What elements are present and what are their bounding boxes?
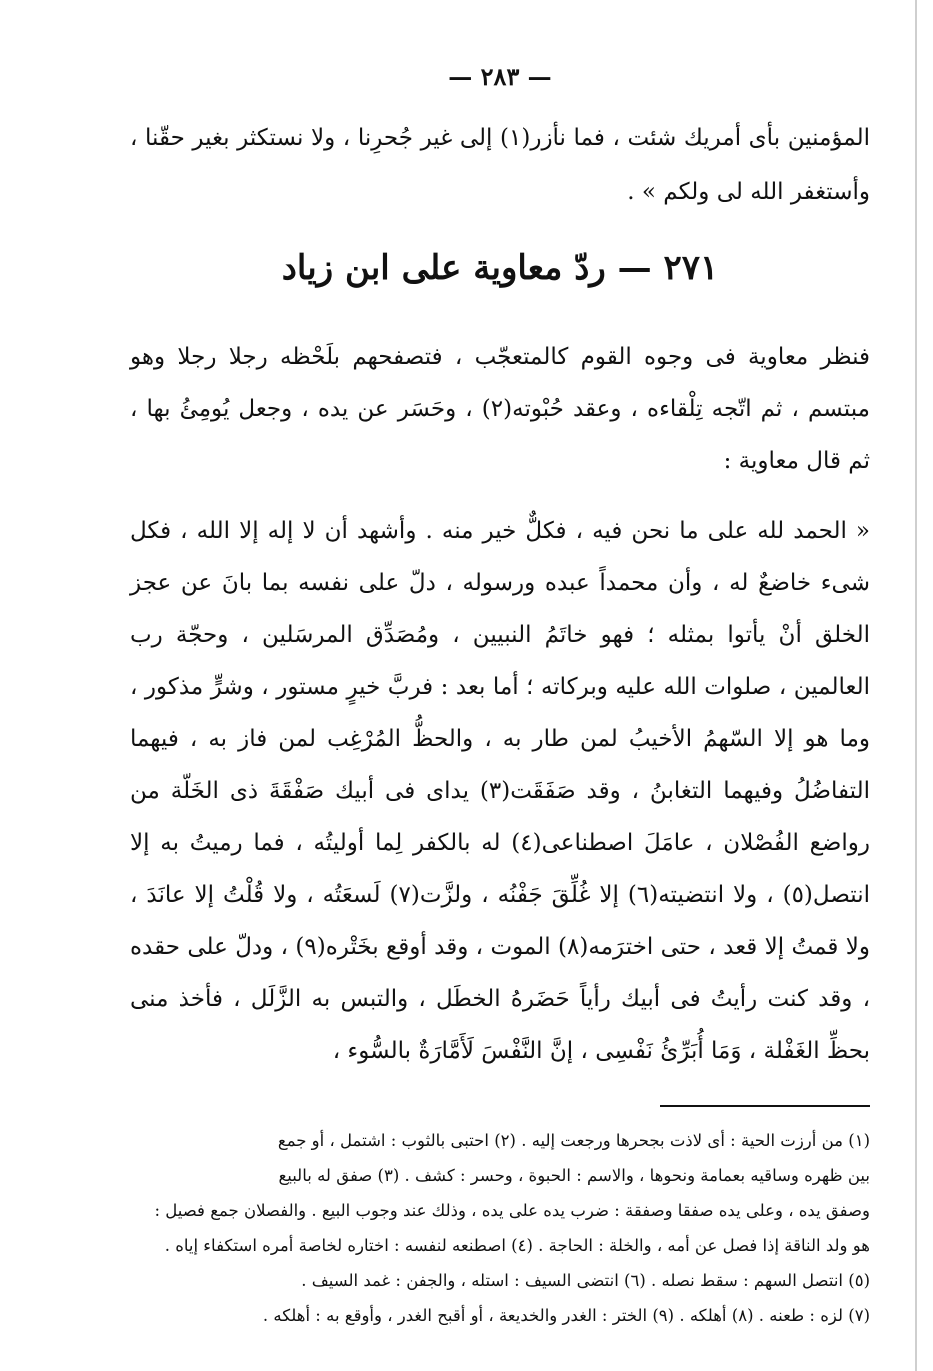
opening-paragraph: المؤمنين بأى أمريك شئت ، فما نأزر(١) إلى غير جُحرِنا ، ولا نستكثر بغير حقّنا ، وأستغفر الله لى ولكم » .: [130, 125, 870, 205]
narrative-paragraph: فنظر معاوية فى وجوه القوم كالمتعجّب ، فتصفحهم بلَحْظه رجلا رجلا وهو مبتسم ، ثم اتّجه تِلْقاءه ، وعقد حُبْوته(٢) ، وحَسَر عن يده ، وجعل يُومِئُ بها ، ثم قال معاوية :: [130, 344, 870, 474]
footnotes: [130, 1123, 870, 1333]
footnote-line: بين ظهره وساقيه بعمامة ونحوها ، والاسم : الحبوة ، وحسر : كشف . (٣) صفق له بالبيع: [278, 1166, 870, 1185]
footnote-line: هو ولد الناقة إذا فصل عن أمه ، والخلة : الحاجة . (٤) اصطنعه لنفسه : اختاره لخاصة أمره استكفاء إياه .: [164, 1236, 870, 1255]
footnote-divider: [660, 1105, 870, 1107]
page-edge: [915, 0, 917, 1371]
section-title: ٢٧١ — ردّ معاوية على ابن زياد: [281, 248, 719, 288]
footnote-line: (٧) لزه : طعنه . (٨) أهلكه . (٩) الختر : الغدر والخديعة ، أو أقبح الغدر ، وأوقع به : أهلكه .: [262, 1306, 870, 1325]
footnote-line: (٥) انتصل السهم : سقط نصله . (٦) انتضى السيف : استله ، والجفن : غمد السيف .: [301, 1271, 870, 1290]
footnote-line: (١) من أرزت الحية : أى لاذت بجحرها ورجعت إليه . (٢) احتبى بالثوب : اشتمل ، أو جمع: [277, 1131, 870, 1150]
footnote-line: وصفق يده ، وعلى يده صفقا وصفقة : ضرب يده على يده ، وذلك عند وجوب البيع . والفصلان جمع فصيل :: [154, 1201, 870, 1220]
book-page: [130, 62, 870, 1333]
page-number: — ٢٨٣ —: [448, 62, 552, 91]
speech-paragraph: « الحمد لله على ما نحن فيه ، فكلٌّ خير منه . وأشهد أن لا إله إلا الله ، فكل شىء خاضعٌ له ، وأن محمداً عبده ورسوله ، دلّ على نفسه بما بانَ عن عجز الخلق أنْ يأتوا بمثله ؛ فهو خاتَمُ النبيين ، ومُصَدِّق المرسَلين ، وحجّة رب العالمين ، صلوات الله عليه وبركاته ؛ أما بعد : فربَّ خيرٍ مستور ، وشرٍّ مذكور ، وما هو إلا السّهمُ الأخيبُ لمن طار به ، والحظُّ المُرْغِب لمن فاز به ، فيهما التفاضُلُ وفيهما التغابنُ ، وقد صَفَقَت(٣) يداى فى أبيك صَفْقَةَ ذى الخَلّة من رواضع الفُصْلان ، عامَلَ اصطناعى(٤) له بالكفر لِما أوليتُه ، فما رميتُ به إلا انتصل(٥) ، ولا انتضيته(٦) إلا غُلِّقَ جَفْنُه ، ولزَّت(٧) لَسعَتُه ، ولا قُلْتُ إلا عانَدَ ، ولا قمتُ إلا قعد ، حتى اخترَمه(٨) الموت ، وقد أوقع بخَتْره(٩) ، ودلّ على حقده ، وقد كنت رأيتُ فى أبيك رأياً حَضَرهُ الخطَل ، والتبس به الزَّلَل ، فأخذ منى بحظِّ الغَفْلة ، وَمَا أُبَرِّئُ نَفْسِى ، إنَّ النَّفْسَ لَأَمَّارَةٌ بالسُّوء ،: [130, 518, 871, 1064]
